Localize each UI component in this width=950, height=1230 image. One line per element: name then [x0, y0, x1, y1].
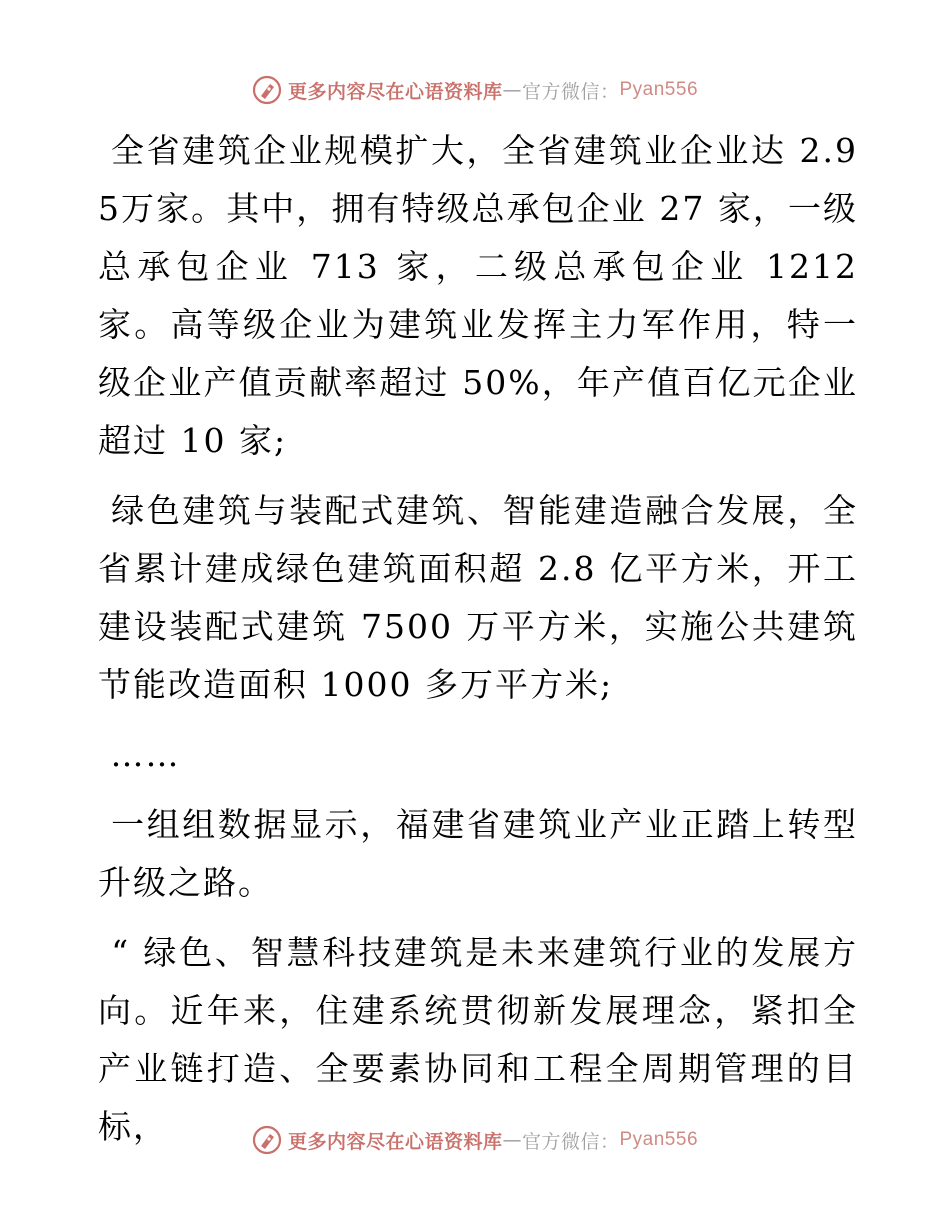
document-body	[98, 122, 871, 1168]
pen-nib-icon	[252, 1125, 282, 1155]
paragraph-enterprise-scale: 全省建筑企业规模扩大，全省建筑业企业达 2.95万家。其中，拥有特级总承包企业 27 家，一级总承包企业 713 家，二级总承包企业 1212 家。高等级企业为建筑业发挥主力军作用，特一级企业产值贡献率超过 50%，年产值百亿元企业超过 10 家;	[98, 131, 871, 460]
watermark-official-label: 官方微信：	[521, 1130, 620, 1153]
watermark-official-label: 官方微信：	[521, 80, 620, 103]
paragraph-quote: “ 绿色、智慧科技建筑是未来建筑行业的发展方向。近年来，住建系统贯彻新发展理念，紧扣全产业链打造、全要素协同和工程全周期管理的目标，	[98, 933, 858, 1146]
paragraph-transformation: 一组组数据显示，福建省建筑业产业正踏上转型升级之路。	[98, 805, 858, 902]
watermark-wechat-id: Pyan556	[619, 79, 699, 100]
watermark-wechat-id: Pyan556	[619, 1129, 699, 1150]
paragraph-green-building: 绿色建筑与装配式建筑、智能建造融合发展，全省累计建成绿色建筑面积超 2.8 亿平方米，开工建设装配式建筑 7500 万平方米，实施公共建筑节能改造面积 1000 多万平方米;	[98, 491, 858, 704]
header-watermark	[0, 70, 950, 110]
footer-watermark	[0, 1120, 950, 1160]
watermark-dash: —	[502, 1129, 522, 1151]
paragraph-ellipsis: ……	[98, 735, 181, 774]
watermark-brand-text: 更多内容尽在心语资料库	[287, 80, 503, 103]
watermark-brand-text: 更多内容尽在心语资料库	[287, 1130, 503, 1153]
watermark-dash: —	[502, 79, 522, 101]
pen-nib-icon	[252, 75, 282, 105]
